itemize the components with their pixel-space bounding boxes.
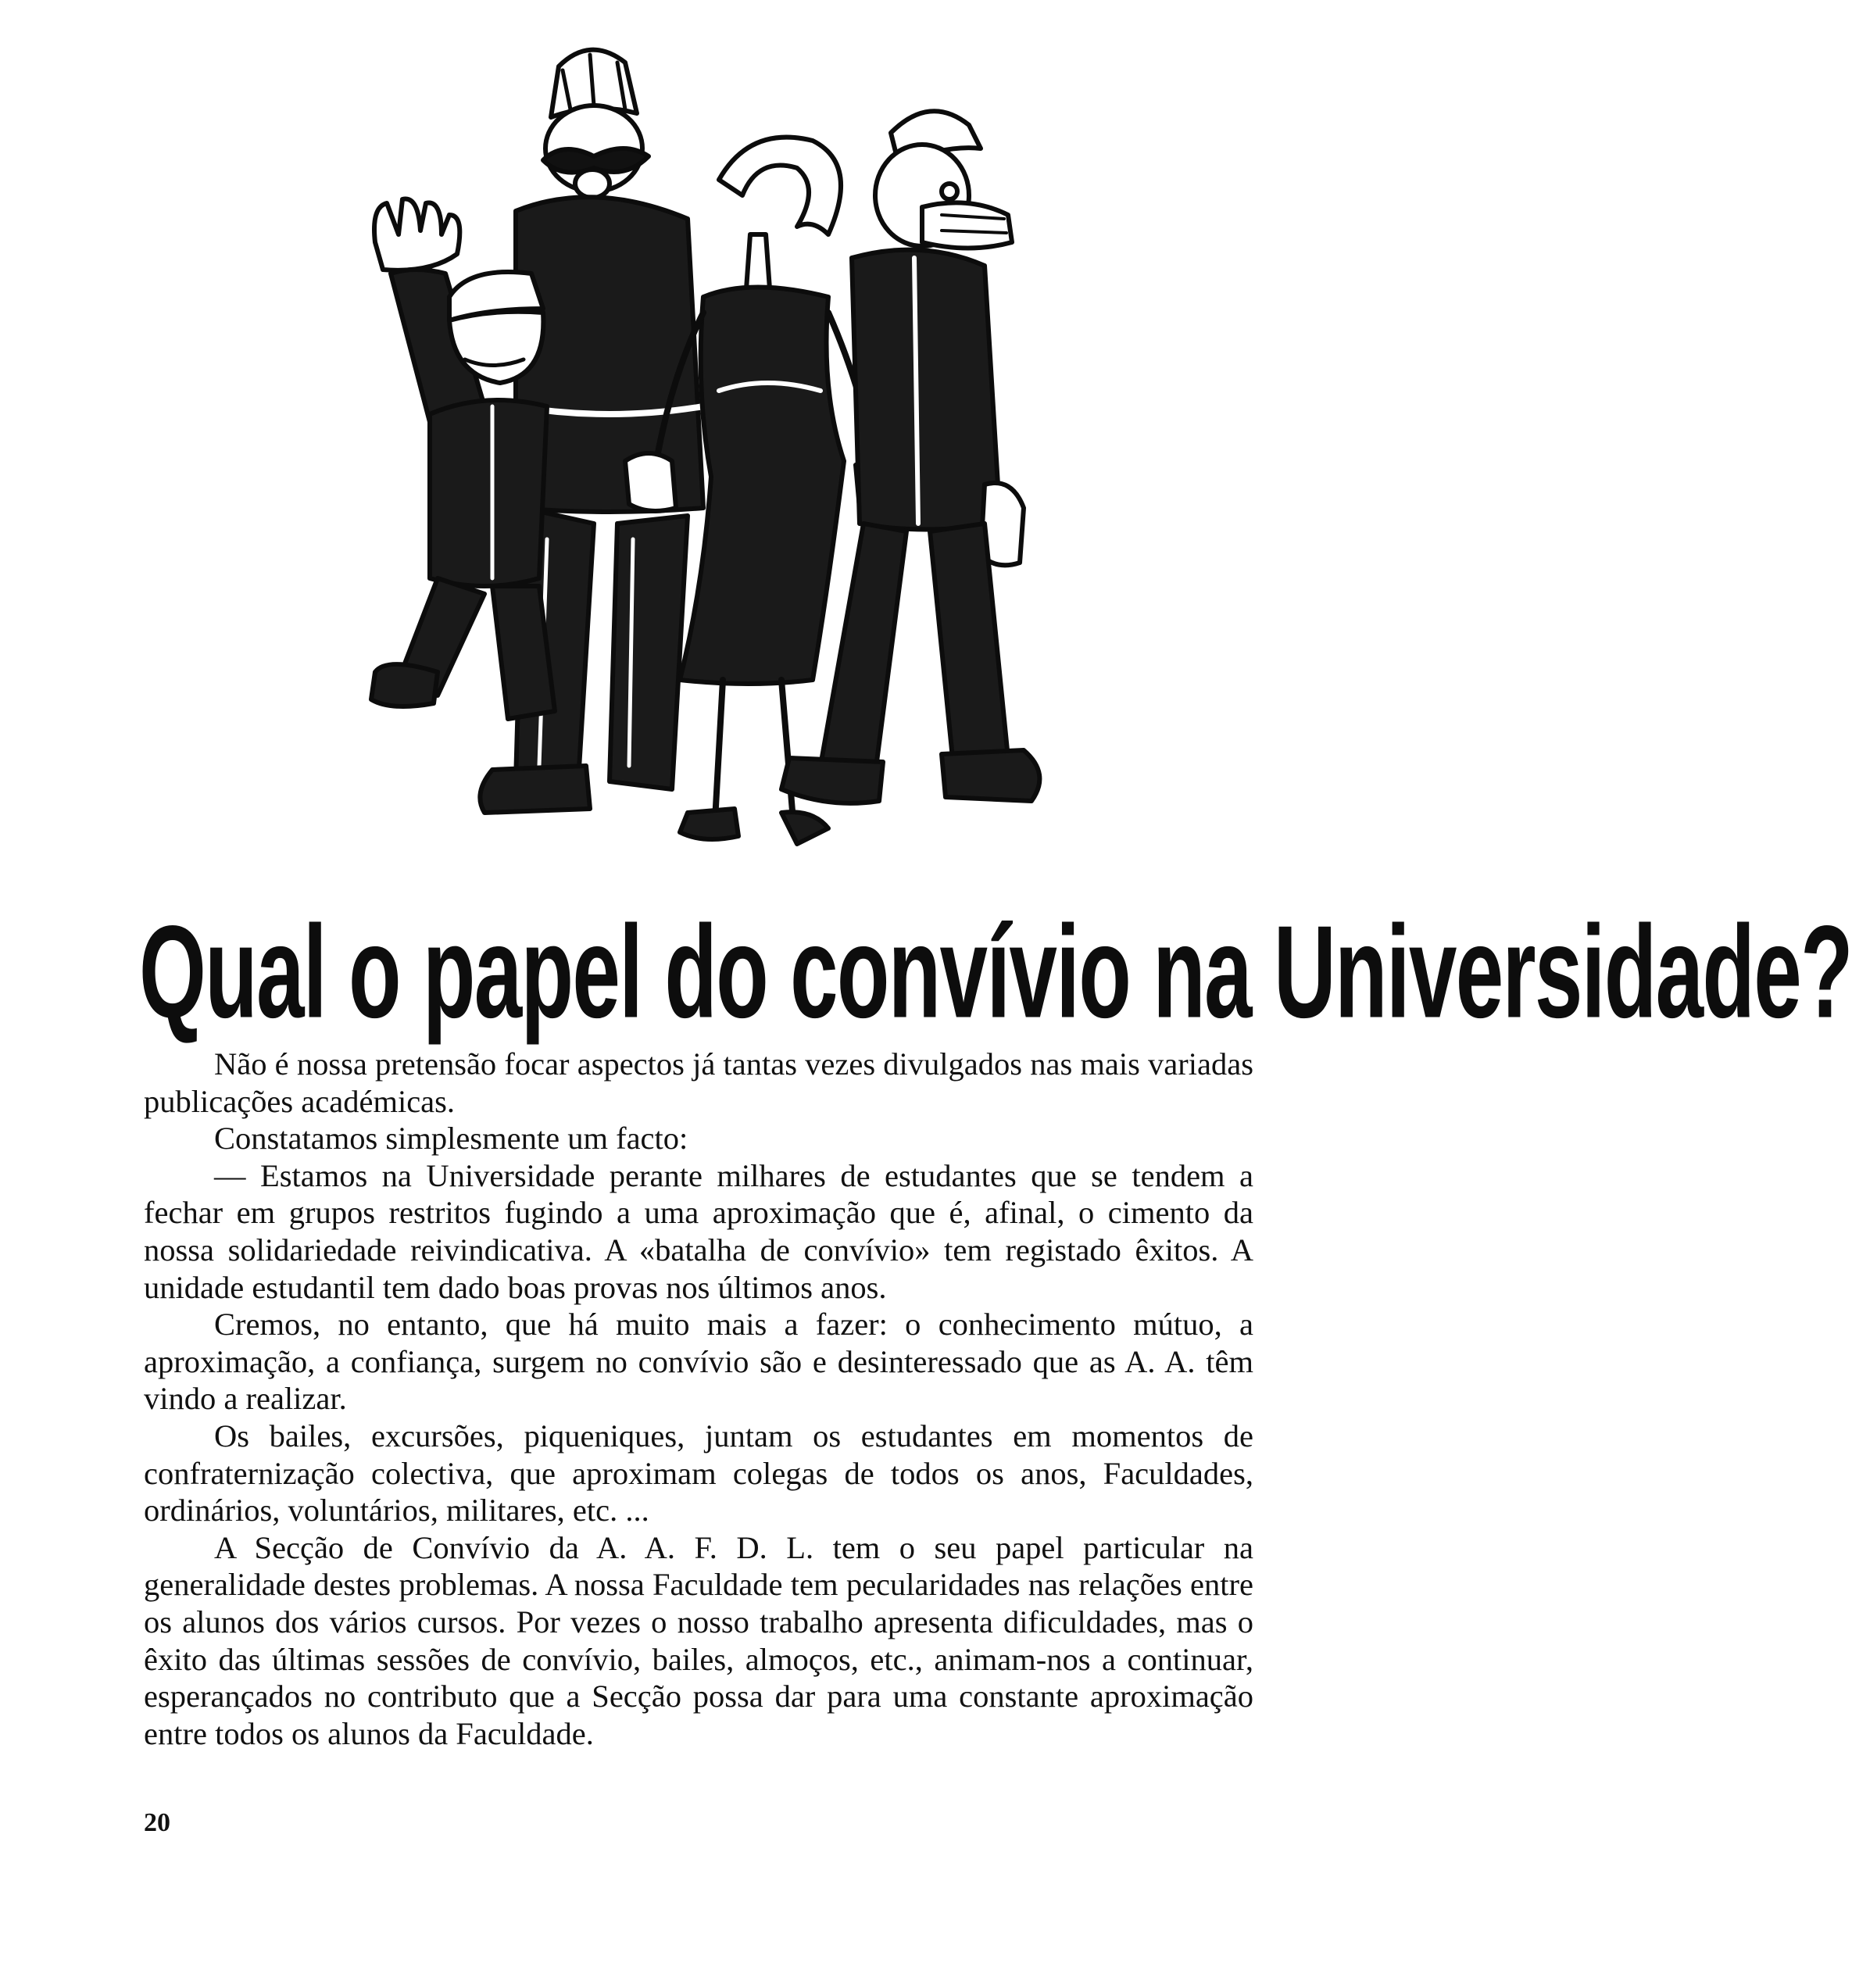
article-paragraph: Cremos, no entanto, que há muito mais a fazer: o conhecimento mútuo, a aproximação, a confiança, surgem no convívio são e desinteressado que as A. A. têm vindo a realizar. bbox=[144, 1307, 1253, 1417]
article-paragraph: Os bailes, excursões, piqueniques, juntam os estudantes em momentos de confraternização colectiva, que aproximam colegas de todos os anos, Faculdades, ordinários, voluntários, militares, etc. ... bbox=[144, 1418, 1253, 1529]
cartoon-illustration bbox=[281, 39, 1110, 883]
article-paragraph: A Secção de Convívio da A. A. F. D. L. tem o seu papel particular na generalidade destes problemas. A nossa Faculdade tem pecularidades nas relações entre os alunos dos vários cursos. Por vezes o nosso trabalho apresenta dificuldades, mas o êxito das últimas sessões de convívio, bailes, almoços, etc., animam-nos a continuar, esperançados no contributo que a Secção possa dar para uma constante aproximação entre todos os alunos da Faculdade. bbox=[144, 1529, 1253, 1751]
article-paragraph: Constatamos simplesmente um facto: bbox=[214, 1121, 688, 1157]
article-title: Qual o papel do convívio na Universidade? bbox=[139, 899, 1852, 1046]
article-paragraph: — Estamos na Universidade perante milhares de estudantes que se tendem a fechar em grupos restritos fugindo a uma aproximação que é, afinal, o cimento da nossa solidariedade reivindicativa. A «batalha de convívio» tem registado êxitos. A unidade estudantil tem dado boas provas nos últimos anos. bbox=[144, 1157, 1253, 1305]
page-number: 20 bbox=[144, 1808, 170, 1837]
article-paragraph: Não é nossa pretensão focar aspectos já tantas vezes divulgados nas mais variadas publicações académicas. bbox=[144, 1046, 1253, 1119]
figure-waving-man bbox=[371, 199, 555, 720]
article-body bbox=[144, 1046, 1253, 1752]
